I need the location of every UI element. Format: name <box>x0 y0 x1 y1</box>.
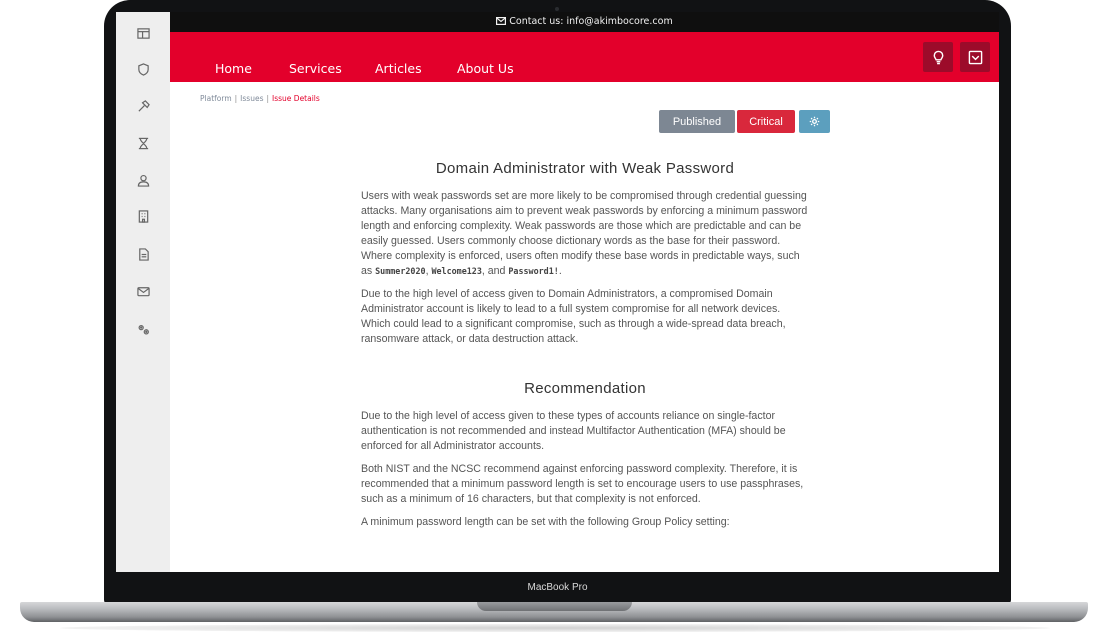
nav-articles[interactable]: Articles <box>375 61 422 76</box>
recommendation-title: Recommendation <box>524 380 646 397</box>
breadcrumb-issues[interactable]: Issues <box>240 94 264 103</box>
hourglass-icon[interactable] <box>132 132 154 154</box>
user-icon[interactable] <box>132 169 154 191</box>
article-title: Domain Administrator with Weak Password <box>435 160 735 177</box>
main-nav <box>170 32 999 82</box>
check-square-button[interactable] <box>960 42 990 72</box>
code-example: Summer2020 <box>375 266 426 276</box>
building-icon[interactable] <box>132 205 154 227</box>
code-example: Password1! <box>508 266 559 276</box>
recommendation-paragraph: Both NIST and the NCSC recommend against enforcing password complexity. Therefore, it is recommended that a minimum password length is set to encourage users to use passphrases, such as a minimum of 16 characters, but that complexity is not enforced. <box>361 463 804 505</box>
article-paragraph: Due to the high level of access given to Domain Administrators, a compromised Domain Administrator account is likely to lead to a full system compromise for all network devices. Which could lead to a significant compromise, such as through a wide-spread data breach, ransomware attack, or data destruction attack. <box>361 288 786 345</box>
layout-icon[interactable] <box>132 22 154 44</box>
nav-services[interactable]: Services <box>289 61 342 76</box>
document-icon[interactable] <box>132 243 154 265</box>
nav-home[interactable]: Home <box>215 61 252 76</box>
lightbulb-button[interactable] <box>923 42 953 72</box>
article <box>361 160 809 530</box>
nav-about-us[interactable]: About Us <box>457 61 514 76</box>
article-paragraph: Users with weak passwords set are more likely to be compromised through credential guessing attacks. Many organisations aim to prevent weak passwords by enforcing a minimum password length and enforcing complexity. Weak passwords are those which are predictable and can be easily guessed. Users commonly choose dictionary words as the base for their password. Where complexity is enforced, users often modify these base words in predictable ways, such as Summer2020, Welcome123, and Password1!. <box>361 190 808 277</box>
settings-button[interactable] <box>799 110 830 133</box>
status-badge[interactable]: Published <box>659 110 735 133</box>
contact-bar <box>170 12 999 32</box>
contact-text[interactable]: Contact us: info@akimbocore.com <box>509 16 673 27</box>
sidebar <box>116 12 170 572</box>
breadcrumb-separator: | <box>266 94 270 103</box>
hammer-icon[interactable] <box>132 95 154 117</box>
laptop-shadow <box>60 624 1050 632</box>
lightbulb-icon <box>931 50 946 65</box>
recommendation-paragraph: A minimum password length can be set with the following Group Policy setting: <box>361 516 730 528</box>
gear-icon <box>809 116 820 127</box>
recommendation-paragraph: Due to the high level of access given to these types of accounts reliance on single-factor authentication is not recommended and instead Multifactor Authentication (MFA) should be enforced for all Administrator accounts. <box>361 410 786 452</box>
shield-icon[interactable] <box>132 58 154 80</box>
mail-icon[interactable] <box>132 280 154 302</box>
severity-badge[interactable]: Critical <box>737 110 795 133</box>
cogs-icon[interactable] <box>132 318 154 340</box>
breadcrumb <box>200 94 320 103</box>
check-square-icon <box>968 50 983 65</box>
breadcrumb-issue-details: Issue Details <box>272 94 320 103</box>
breadcrumb-platform[interactable]: Platform <box>200 94 232 103</box>
breadcrumb-separator: | <box>234 94 238 103</box>
envelope-icon <box>496 17 506 25</box>
webcam <box>555 7 559 11</box>
laptop-screen <box>116 12 999 572</box>
laptop-notch <box>477 602 632 611</box>
device-label: MacBook Pro <box>527 582 588 593</box>
code-example: Welcome123 <box>431 266 482 276</box>
